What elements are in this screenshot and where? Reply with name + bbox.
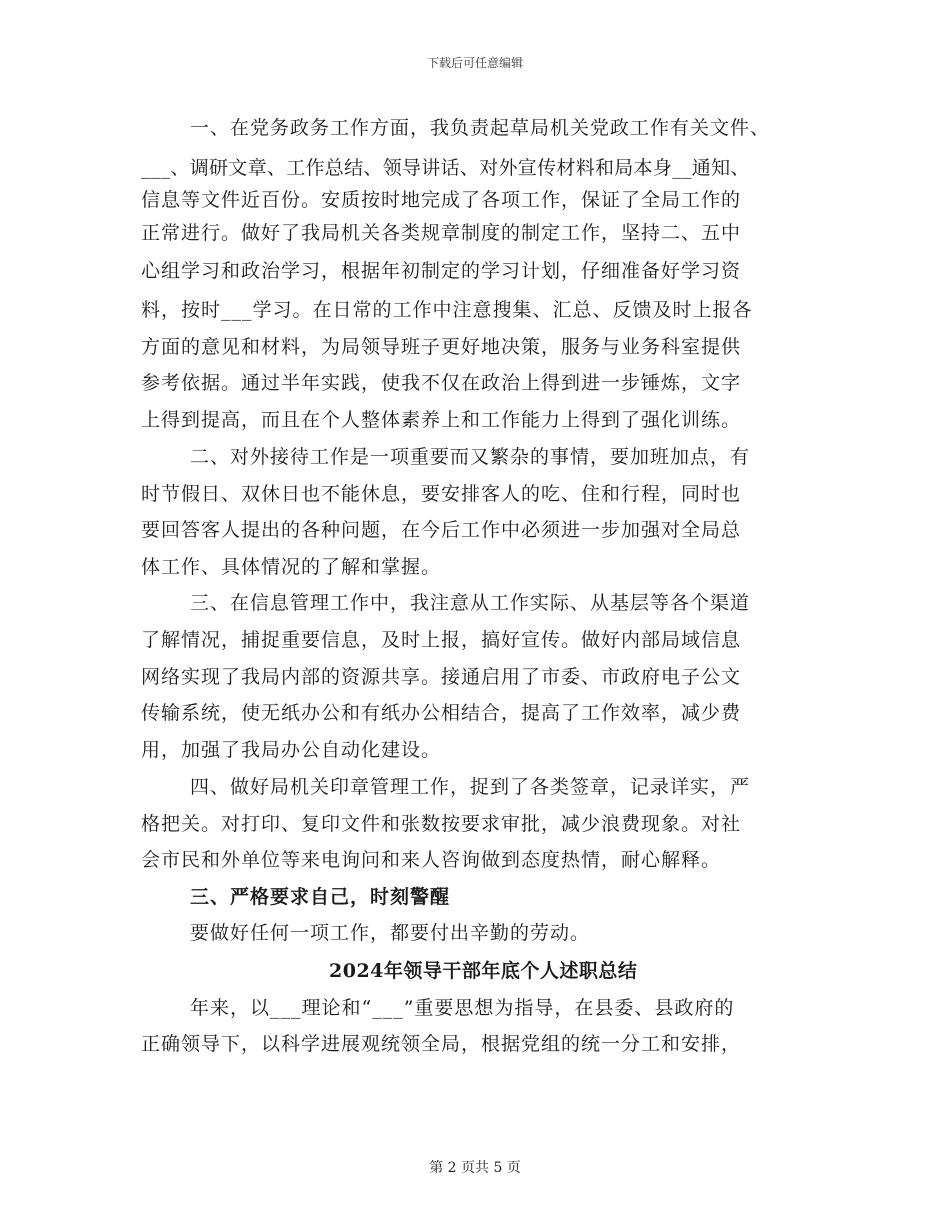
paragraph-line: 正常进行。做好了我局机关各类规章制度的制定工作，坚持二、五中 (141, 222, 742, 244)
paragraph-line: 信息等文件近百份。安质按时地完成了各项工作，保证了全局工作的 (141, 189, 742, 211)
paragraph-line: 四、做好局机关印章管理工作，捉到了各类签章，记录详实，严 (190, 776, 751, 798)
page-header: 下载后可任意编辑 (426, 56, 523, 70)
paragraph-line: 正确领导下，以科学进展观统领全局，根据党组的统一分工和安排， (141, 1033, 742, 1055)
paragraph-line: 上得到提高，而且在个人整体素养上和工作能力上得到了强化训练。 (141, 409, 742, 431)
paragraph-line: 三、在信息管理工作中，我注意从工作实际、从基层等各个渠道 (190, 592, 751, 614)
paragraph-line: ___、调研文章、工作总结、领导讲话、对外宣传材料和局本身__通知、 (141, 157, 750, 179)
paragraph-line: 会市民和外单位等来电询问和来人咨询做到态度热情，耐心解释。 (141, 849, 722, 871)
paragraph-line: 体工作、具体情况的了解和掌握。 (141, 556, 442, 578)
paragraph-line: 年来，以___理论和“___”重要思想为指导，在县委、县政府的 (190, 997, 735, 1019)
paragraph-line: 用，加强了我局办公自动化建设。 (141, 739, 442, 761)
paragraph-line: 二、对外接待工作是一项重要而又繁杂的事情，要加班加点，有 (190, 446, 751, 468)
paragraph-line: 参考依据。通过半年实践，使我不仅在政治上得到进一步锤炼，文字 (141, 372, 742, 394)
section-heading: 三、严格要求自己，时刻警醒 (190, 886, 451, 908)
paragraph-line: 要做好任何一项工作，都要付出辛勤的劳动。 (190, 922, 591, 944)
paragraph-line: 心组学习和政治学习，根据年初制定的学习计划，仔细准备好学习资 (141, 260, 742, 282)
paragraph-line: 网络实现了我局内部的资源共享。接通启用了市委、市政府电子公文 (141, 666, 742, 688)
paragraph-line: 方面的意见和材料，为局领导班子更好地决策，服务与业务科室提供 (141, 336, 742, 358)
paragraph-line: 一、在党务政务工作方面，我负责起草局机关党政工作有关文件、 (190, 117, 771, 139)
page-footer: 第 2 页共 5 页 (429, 1160, 521, 1176)
document-title: 2024年领导干部年底个人述职总结 (329, 960, 638, 982)
paragraph-line: 要回答客人提出的各种问题，在今后工作中必须进一步加强对全局总 (141, 519, 742, 541)
paragraph-line: 料，按时___学习。在日常的工作中注意搜集、汇总、反馈及时上报各 (141, 299, 753, 321)
paragraph-line: 了解情况，捕捉重要信息，及时上报，搞好宣传。做好内部局域信息 (141, 629, 742, 651)
paragraph-line: 传输系统，使无纸办公和有纸办公相结合，提高了工作效率，减少费 (141, 702, 742, 724)
paragraph-line: 格把关。对打印、复印文件和张数按要求审批，减少浪费现象。对社 (141, 813, 742, 835)
paragraph-line: 时节假日、双休日也不能休息，要安排客人的吃、住和行程，同时也 (141, 483, 742, 505)
